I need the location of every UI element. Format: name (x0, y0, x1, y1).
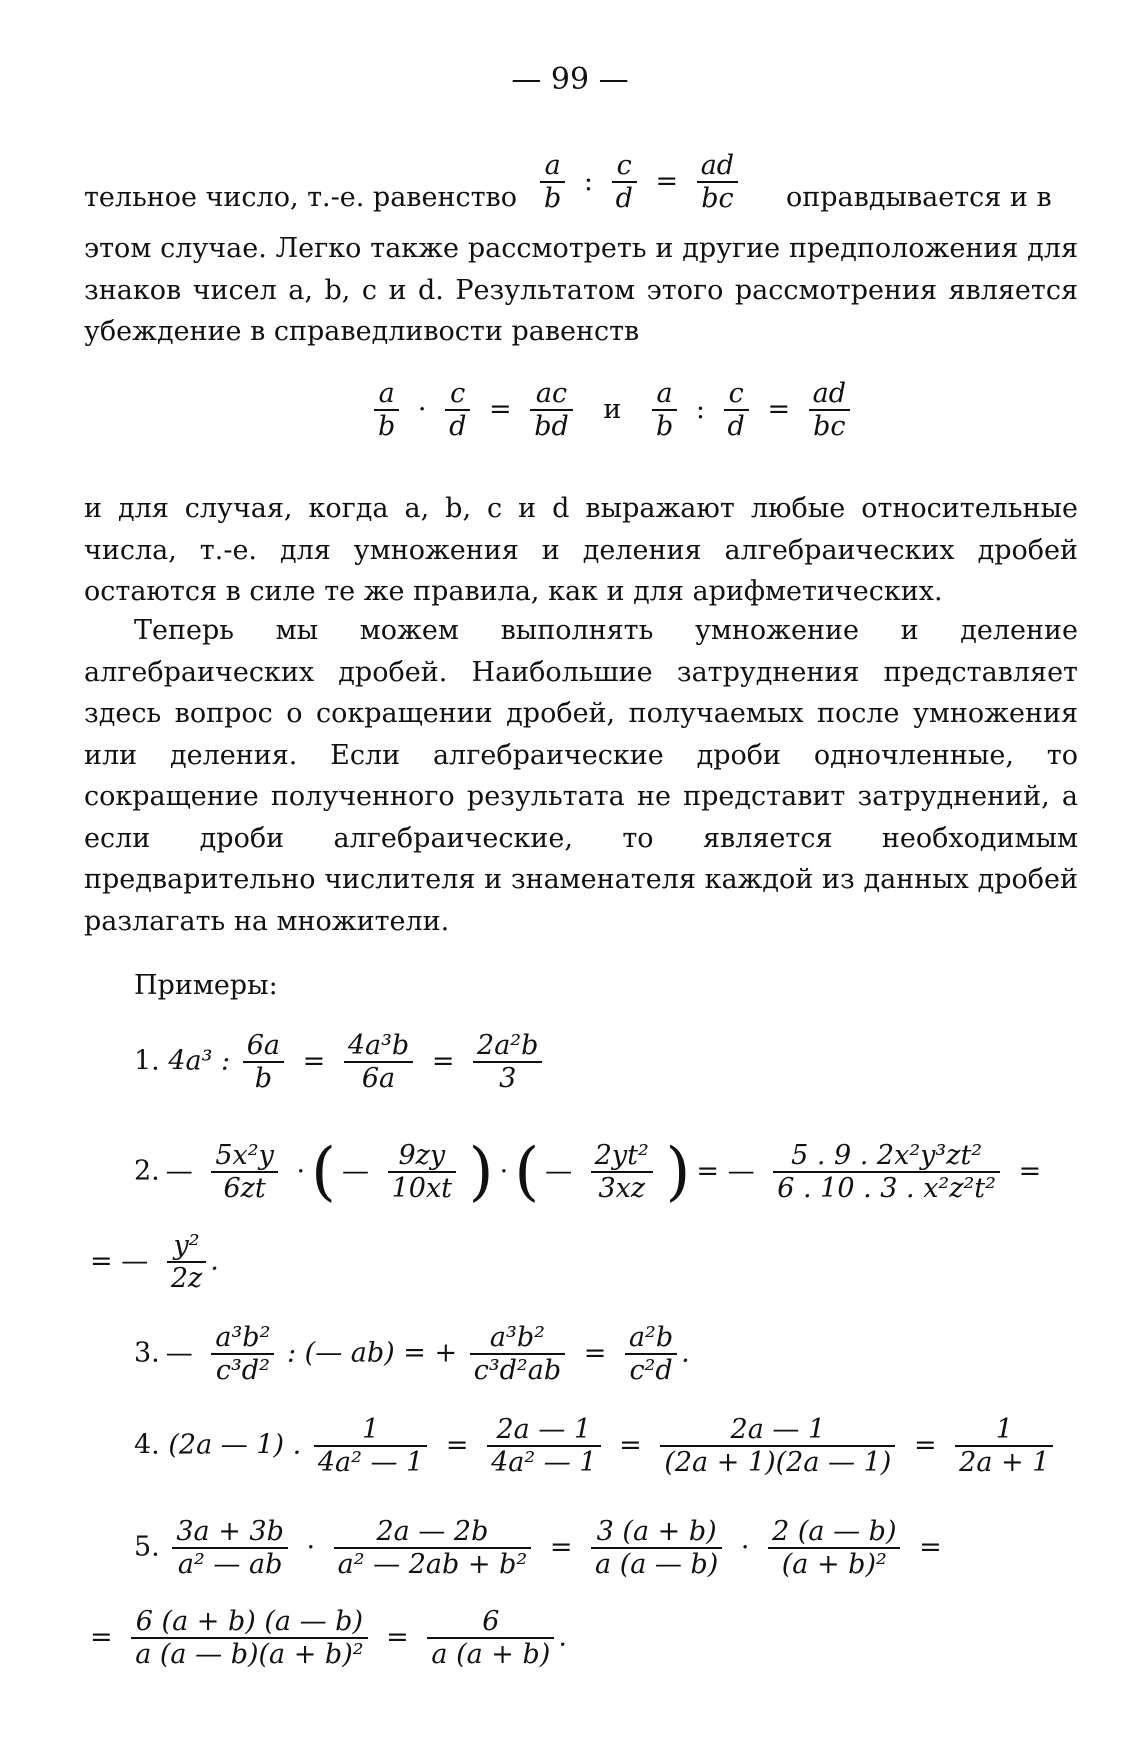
example-4: 4. (2a — 1) . $\frac{1}{\text{4a² — 1}}$ = $\frac{2a — 1}{\text{4a² — 1}}$ = $\frac{2a — 1}{(2a + 1)(2a — 1)}$ = $\frac{1}{2a + 1}$ (134, 1414, 1057, 1478)
intro-formula: $\frac{a}{b}$ : $\frac{c}{d}$ = $\frac{ad}{bc}$ (536, 150, 742, 214)
example-3: 3. — $\frac{\text{a³b²}}{\text{c³d²}}$ : (— ab) = + $\frac{\text{a³b²}}{\text{c³d²ab}}$ = $\frac{\text{a²b}}{\text{c²d}}$ . (134, 1322, 690, 1386)
intro-before: тельное число, т.-е. равенство (84, 182, 517, 213)
display-equalities: $\frac{a}{b}$ · $\frac{c}{d}$ = $\frac{ac}{bd}$ и $\frac{a}{b}$ : $\frac{c}{d}$ = $\frac{ad}{bc}$ (370, 378, 854, 442)
example-1: 1. 4a³ : $\frac{6a}{b}$ = $\frac{\text{4a³b}}{6a}$ = $\frac{\text{2a²b}}{3}$ (134, 1030, 546, 1094)
example-2: 2. — $\frac{\text{5x²y}}{6zt}$ ·( — $\frac{9zy}{10xt}$ ) ·( — $\frac{\text{2yt²}}{3xz}$ ) = — $\frac{\text{5 . 9 . 2x²y³zt²}}{\text{6 . 10 . 3 . x²z²t²}}$ = (134, 1135, 1042, 1209)
example-5: 5. $\frac{3a + 3b}{\text{a² — ab}}$ · $\frac{2a — 2b}{\text{a² — 2ab + b²}}$ = $\frac{3 (a + b)}{a (a — b)}$ · $\frac{2 (a — b)}{\text{(a + b)²}}$ = (134, 1516, 942, 1580)
example-5-result: = $\frac{6 (a + b) (a — b)}{\text{a (a — b)(a + b)²}}$ = $\frac{6}{a (a + b)}$ . (90, 1606, 567, 1670)
paragraph-1: этом случае. Легко также рассмотреть и другие предположения для знаков чисел a, b, c и d. Результатом этого рассмотрения является убеждение в справедливости равенств (84, 233, 1078, 347)
intro-after: оправдывается и в (786, 182, 1052, 213)
example-2-result: = — $\frac{\text{y²}}{2z}$ . (90, 1230, 219, 1294)
examples-title: Примеры: (134, 970, 278, 1001)
paragraph-2: и для случая, когда a, b, c и d выражают любые относительные числа, т.-е. для умножения и деления алгебраических дробей остаются в силе те же правила, как и для арифметических. (84, 493, 1078, 607)
paragraph-3: Теперь мы можем выполнять умножение и деление алгебраических дробей. Наибольшие затруднения представляет здесь вопрос о сокращении дробей, получаемых после умножения или деления. Если алгебраические дроби одночленные, то сокращение полученного результата не представит затруднений, а если дроби алгебраические, то является необходимым предварительно числителя и знаменателя каждой из данных дробей разлагать на множители. (84, 615, 1078, 937)
page-number: — 99 — (511, 62, 629, 97)
